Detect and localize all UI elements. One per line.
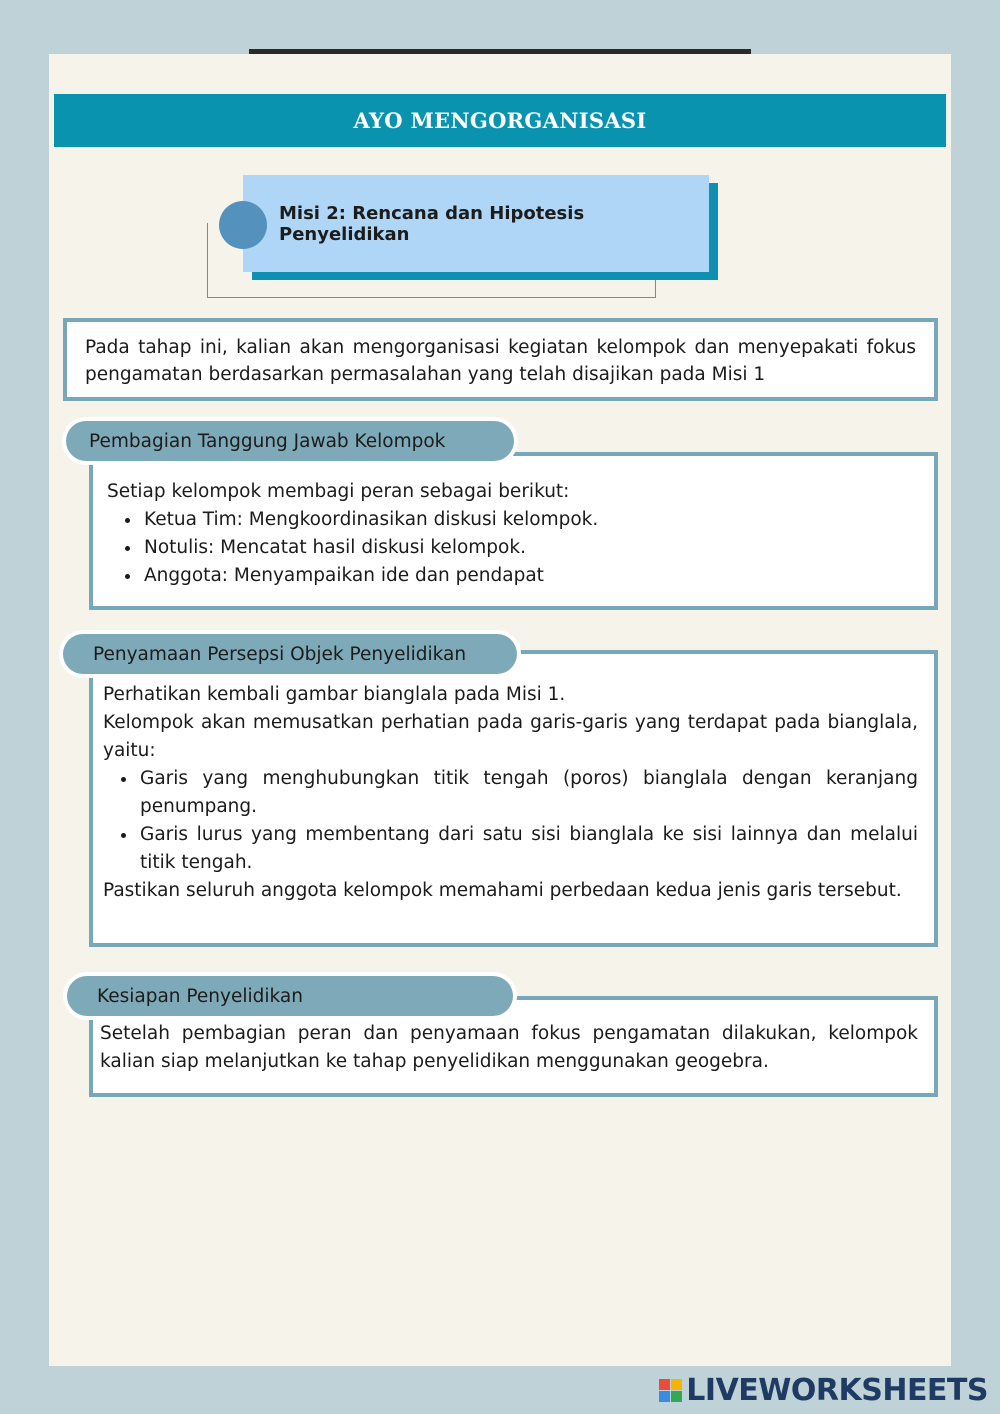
- perception-para-2: Kelompok akan memusatkan perhatian pada garis-garis yang terdapat pada bianglala, yaitu:: [103, 712, 918, 761]
- top-divider: [249, 49, 751, 54]
- perception-para-1: Perhatikan kembali gambar bianglala pada Misi 1.: [103, 684, 566, 705]
- perception-closing: Pastikan seluruh anggota kelompok memahami perbedaan kedua jenis garis tersebut.: [103, 880, 902, 901]
- mission-title: Misi 2: Rencana dan Hipotesis Penyelidikan: [279, 202, 585, 245]
- section-perception-box: [89, 650, 938, 947]
- section-roles-box: [89, 452, 938, 610]
- circle-icon: [219, 201, 267, 249]
- list-item: • Garis yang menghubungkan titik tengah (poros) bianglala dengan keranjang penumpang.: [138, 765, 918, 821]
- roles-lead: Setiap kelompok membagi peran sebagai berikut:: [107, 481, 570, 502]
- intro-text: Pada tahap ini, kalian akan mengorganisasi kegiatan kelompok dan menyepakati fokus pengamatan berdasarkan permasalahan yang telah disajikan pada Misi 1: [85, 337, 916, 385]
- section-heading-label: Penyamaan Persepsi Objek Penyelidikan: [93, 643, 467, 665]
- logo-square: [659, 1379, 670, 1390]
- perception-list: [103, 765, 918, 877]
- section-heading-label: Pembagian Tanggung Jawab Kelompok: [89, 430, 446, 452]
- list-item: • Garis lurus yang membentang dari satu sisi bianglala ke sisi lainnya dan melalui titik tengah.: [138, 821, 918, 877]
- header-banner: [54, 94, 946, 147]
- intro-box: [63, 318, 938, 401]
- brand-name: LIVEWORKSHEETS: [686, 1372, 988, 1408]
- list-item: • Notulis: Mencatat hasil diskusi kelompok.: [142, 534, 918, 562]
- section-heading-roles: [66, 421, 514, 461]
- list-item: • Ketua Tim: Mengkoordinasikan diskusi kelompok.: [142, 506, 918, 534]
- liveworksheets-logo-icon: [659, 1379, 682, 1402]
- section-heading-readiness: [67, 976, 513, 1016]
- mission-box: [243, 175, 709, 272]
- logo-square: [671, 1379, 682, 1390]
- banner-title: AYO MENGORGANISASI: [353, 108, 647, 133]
- logo-square: [659, 1391, 670, 1402]
- list-item: • Anggota: Menyampaikan ide dan pendapat: [142, 562, 918, 590]
- section-heading-label: Kesiapan Penyelidikan: [97, 985, 303, 1007]
- readiness-text: Setelah pembagian peran dan penyamaan fokus pengamatan dilakukan, kelompok kalian siap melanjutkan ke tahap penyelidikan menggunakan geogebra.: [100, 1023, 918, 1072]
- section-heading-perception: [63, 634, 517, 674]
- roles-list: [107, 506, 918, 590]
- liveworksheets-brand: [659, 1373, 988, 1407]
- logo-square: [671, 1391, 682, 1402]
